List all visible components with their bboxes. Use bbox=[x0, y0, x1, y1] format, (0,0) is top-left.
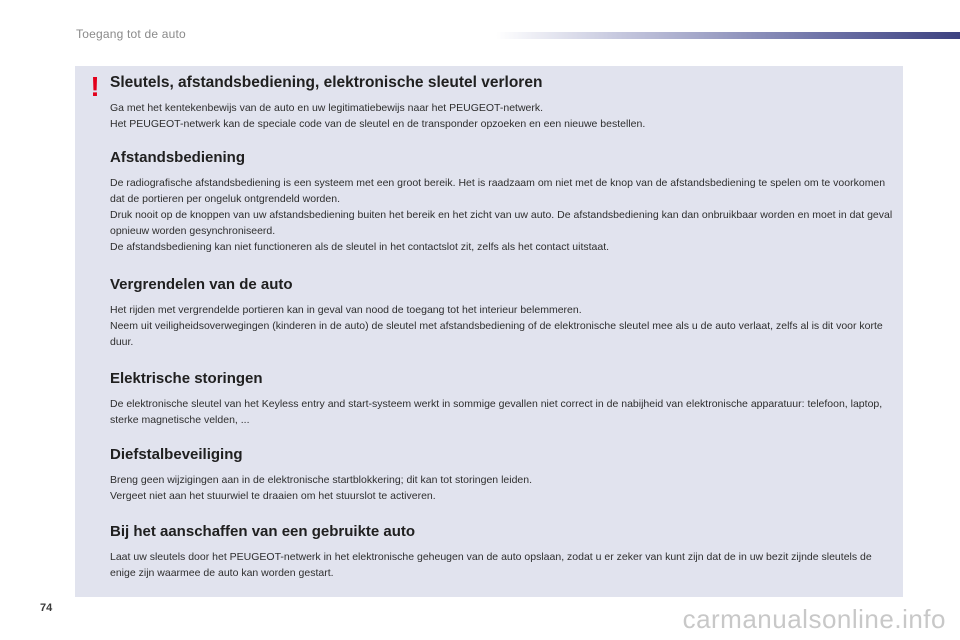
section-electrical-faults bbox=[110, 370, 895, 428]
section-anti-theft bbox=[110, 446, 895, 504]
section-locking bbox=[110, 276, 895, 350]
section-title: Afstandsbediening bbox=[110, 149, 246, 166]
section-used-car bbox=[110, 523, 895, 581]
section-title: Sleutels, afstandsbediening, elektronische sleutel verloren bbox=[110, 74, 543, 91]
section-paragraph: Druk nooit op de knoppen van uw afstandsbediening buiten het bereik en het zicht van uw auto. De afstandsbediening kan dan onbruikbaar worden en moet in dat geval opnieuw worden gesynchroniseerd. bbox=[110, 209, 893, 237]
section-paragraph: De elektronische sleutel van het Keyless entry and start-systeem werkt in sommige gevallen niet correct in de nabijheid van elektronische apparatuur: telefoon, laptop, sterke magnetische velden, ... bbox=[110, 398, 883, 426]
section-title: Bij het aanschaffen van een gebruikte auto bbox=[110, 523, 416, 540]
section-lost-keys bbox=[110, 74, 895, 132]
section-paragraph: De afstandsbediening kan niet functioneren als de sleutel in het contactslot zit, zelfs als het contact uitstaat. bbox=[110, 241, 610, 253]
section-paragraph: Ga met het kentekenbewijs van de auto en uw legitimatiebewijs naar het PEUGEOT-netwerk. bbox=[110, 102, 544, 114]
section-title: Vergrendelen van de auto bbox=[110, 276, 293, 293]
page-header-title: Toegang tot de auto bbox=[76, 27, 186, 41]
section-title: Elektrische storingen bbox=[110, 370, 263, 387]
section-paragraph: De radiografische afstandsbediening is een systeem met een groot bereik. Het is raadzaam om niet met de knop van de afstandsbediening te spelen om te voorkomen dat de portieren per ongeluk ontgrendeld worden. bbox=[110, 177, 886, 205]
section-paragraph: Het PEUGEOT-netwerk kan de speciale code van de sleutel en de transponder opzoeken en een nieuwe bestellen. bbox=[110, 118, 646, 130]
section-paragraph: Vergeet niet aan het stuurwiel te draaien om het stuurslot te activeren. bbox=[110, 490, 436, 502]
section-title: Diefstalbeveiliging bbox=[110, 446, 243, 463]
site-watermark: carmanualsonline.info bbox=[682, 604, 946, 634]
exclamation-warning-icon: ! bbox=[90, 71, 100, 102]
section-paragraph: Laat uw sleutels door het PEUGEOT-netwerk in het elektronische geheugen van de auto opslaan, zodat u er zeker van kunt zijn dat de in uw bezit zijnde sleutels de enige zijn waarmee de auto kan worden gestart. bbox=[110, 551, 872, 579]
section-paragraph: Breng geen wijzigingen aan in de elektronische startblokkering; dit kan tot storingen leiden. bbox=[110, 474, 533, 486]
section-remote-control bbox=[110, 149, 895, 255]
section-paragraph: Het rijden met vergrendelde portieren kan in geval van nood de toegang tot het interieur belemmeren. bbox=[110, 304, 582, 316]
page-number: 74 bbox=[40, 602, 53, 614]
section-paragraph: Neem uit veiligheidsoverwegingen (kinderen in de auto) de sleutel met afstandsbediening of de elektronische sleutel mee als u de auto verlaat, zelfs al is dit voor korte duur. bbox=[110, 320, 883, 348]
header-decorative-bar bbox=[496, 32, 960, 39]
